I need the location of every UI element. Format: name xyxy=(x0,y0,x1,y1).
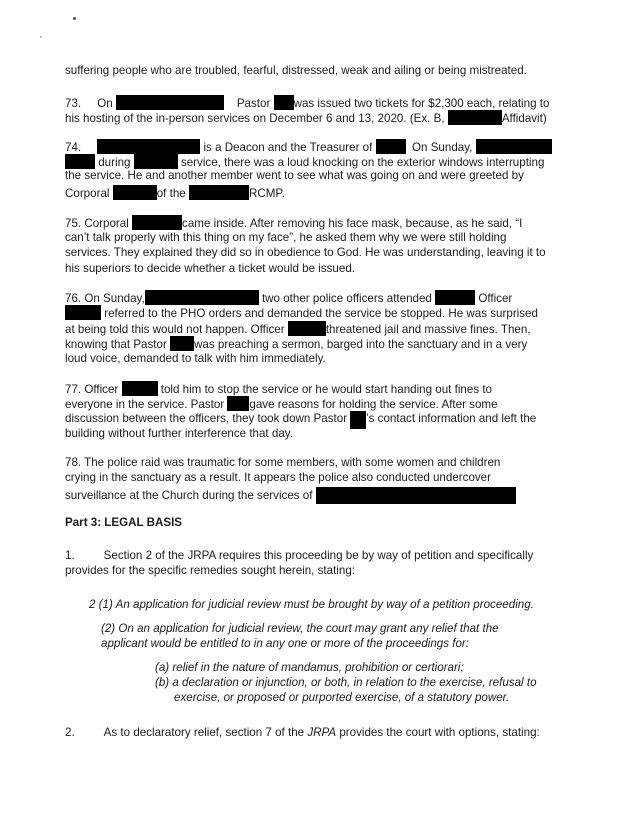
redaction-block xyxy=(116,95,224,110)
statute-quote-line: (a) relief in the nature of mandamus, prohibition or certiorari; xyxy=(155,661,464,674)
paragraph-73-line-1: 73. On Pastor was issued two tickets for $2,300 each, relating to xyxy=(65,97,550,110)
paragraph-76-line-4: knowing that Pastor was preaching a sermon, barged into the sanctuary and in a very xyxy=(65,338,528,351)
paragraph-75-line-4: his superiors to decide whether a ticket would be issued. xyxy=(65,262,356,275)
redaction-block xyxy=(97,139,200,154)
paragraph-75-line-3: services. They explained they did so in obedience to God. He was understanding, leaving it to xyxy=(65,246,546,259)
redaction-block xyxy=(316,487,516,504)
redaction-block xyxy=(65,305,101,320)
paragraph-73-line-2: his hosting of the in-person services on December 6 and 13, 2020. (Ex. B, Affidavit) xyxy=(65,112,547,125)
redaction-block xyxy=(227,396,249,411)
redaction-block xyxy=(134,154,178,169)
paragraph-77-line-2: everyone in the service. Pastor gave reasons for holding the service. After some xyxy=(65,398,498,411)
redaction-block xyxy=(122,381,158,396)
paragraph-74-line-2: during service, there was a loud knocking on the exterior windows interrupting xyxy=(65,154,544,170)
paragraph-76-line-1: 76. On Sunday, two other police officers attended Officer xyxy=(65,292,513,305)
paragraph-77-line-3: discussion between the officers, they took down Pastor ’s contact information and left the xyxy=(65,411,536,429)
section-heading: Part 3: LEGAL BASIS xyxy=(65,516,183,529)
paragraph-74-line-4: Corporal of the RCMP. xyxy=(65,187,285,200)
redaction-block xyxy=(476,139,552,154)
statute-quote-line: (b) a declaration or injunction, or both, in relation to the exercise, refusal to xyxy=(155,676,537,689)
paragraph-76-line-5: loud voice, demanded to talk with him immediately. xyxy=(65,352,326,365)
paragraph-77-line-4: building without further interference that day. xyxy=(65,427,293,440)
redaction-block xyxy=(435,290,475,305)
paragraph-75-line-1: 75. Corporal came inside. After removing his face mask, because, as he said, “I xyxy=(65,217,523,230)
redaction-block xyxy=(132,215,182,230)
paragraph-76-line-3: at being told this would not happen. Officer threatened jail and massive fines. Then, xyxy=(65,323,531,336)
paragraph-78-line-2: crying in the sanctuary as a result. It appears the police also conducted undercover xyxy=(65,471,491,484)
legal-para-1-line-2: provides for the specific remedies sought herein, stating: xyxy=(65,564,355,577)
redaction-block xyxy=(448,110,502,125)
paragraph-78-line-1: 78. The police raid was traumatic for some members, with some women and children xyxy=(65,456,501,469)
statute-quote-line: 2 (1) An application for judicial review must be brought by way of a petition proceeding. xyxy=(89,598,534,611)
statute-quote-line: exercise, or proposed or purported exercise, of a statutory power. xyxy=(174,691,510,704)
redaction-block xyxy=(376,139,406,154)
paragraph-74-line-3: the service. He and another member went to see what was going on and were greeted by xyxy=(65,169,524,182)
legal-para-1-line-1: 1. Section 2 of the JRPA requires this proceeding be by way of petition and specifically xyxy=(65,549,534,562)
paragraph-75-line-2: can’t talk properly with this thing on my face”, he asked them why we were still holding xyxy=(65,231,507,244)
redaction-block xyxy=(113,185,157,200)
redaction-block xyxy=(145,290,259,305)
paragraph-76-line-2: referred to the PHO orders and demanded the service be stopped. He was surprised xyxy=(65,305,538,321)
legal-para-2-line-1: 2. As to declaratory relief, section 7 of the JRPA provides the court with options, stating: xyxy=(65,726,540,739)
redaction-block xyxy=(288,321,326,336)
redaction-block xyxy=(65,154,95,169)
statute-quote-line: (2) On an application for judicial review, the court may grant any relief that the xyxy=(101,622,499,635)
statute-quote-line: applicant would be entitled to in any one or more of the proceedings for: xyxy=(101,637,470,650)
paragraph-74-line-1: 74. is a Deacon and the Treasurer of On Sunday, xyxy=(65,139,552,155)
scan-speck xyxy=(73,17,76,20)
redaction-block xyxy=(170,336,194,351)
redaction-block xyxy=(189,185,249,200)
redaction-block xyxy=(350,411,366,429)
scan-speck xyxy=(40,36,42,38)
redaction-block xyxy=(274,95,294,110)
text-line: suffering people who are troubled, fearful, distressed, weak and ailing or being mistreated. xyxy=(65,64,527,77)
paragraph-77-line-1: 77. Officer told him to stop the service or he would start handing out fines to xyxy=(65,383,493,396)
paragraph-78-line-3: surveillance at the Church during the services of xyxy=(65,487,516,504)
